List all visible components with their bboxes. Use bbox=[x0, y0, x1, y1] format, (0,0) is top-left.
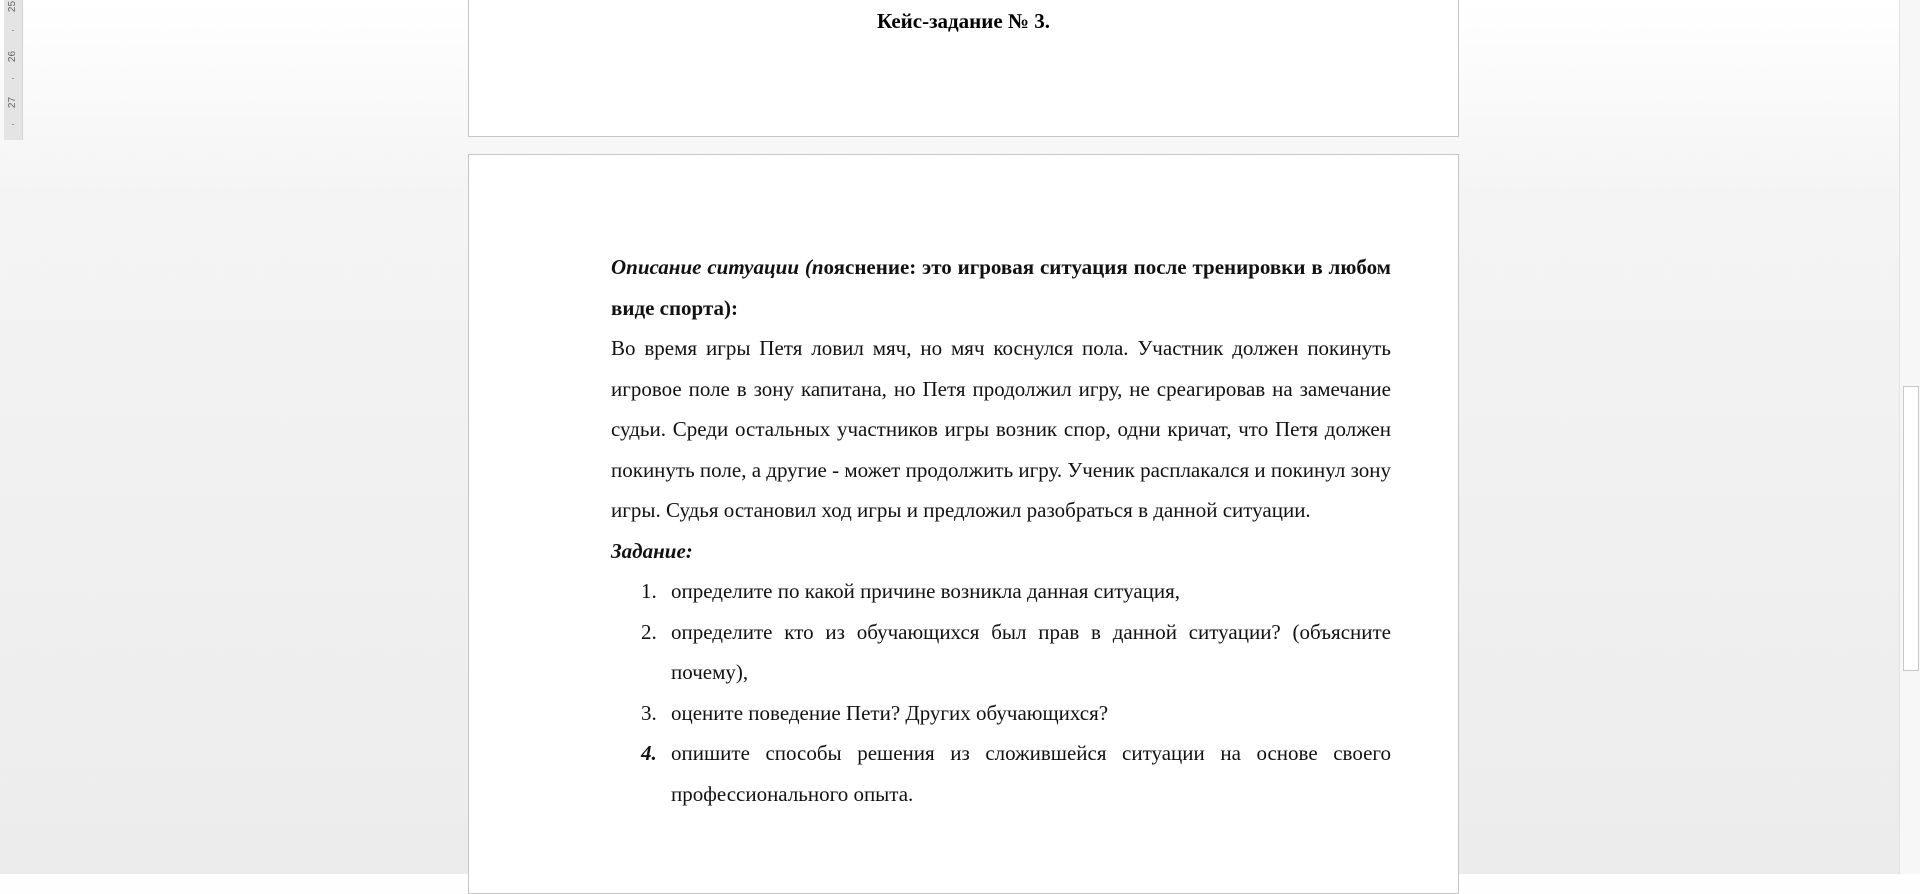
list-item-number: 4. bbox=[641, 741, 657, 765]
list-item-number: 1. bbox=[641, 579, 657, 603]
ruler-tick bbox=[12, 78, 14, 79]
situation-heading-italic: Описание ситуации (п bbox=[611, 255, 824, 279]
vertical-ruler bbox=[4, 0, 23, 140]
situation-body: Во время игры Петя ловил мяч, но мяч коснулся пола. Участник должен покинуть игровое поле в зону капитана, но Петя продолжил игру, не среагировав на замечание судьи. Среди остальных участников игры возник спор, одни кричат, что Петя должен покинуть поле, а другие - может продолжить игру. Ученик расплакался и покинул зону игры. Судья остановил ход игры и предложил разобраться в данной ситуации. bbox=[611, 336, 1391, 522]
task-list bbox=[611, 571, 1391, 814]
ruler-tick bbox=[12, 30, 14, 31]
list-item-number: 3. bbox=[641, 700, 657, 725]
situation-heading bbox=[611, 247, 1391, 328]
ruler-number: 27 bbox=[7, 96, 19, 108]
ruler-number: 25 bbox=[7, 0, 19, 12]
vertical-scrollbar[interactable] bbox=[1899, 0, 1920, 874]
list-item bbox=[611, 571, 1391, 612]
list-item bbox=[611, 612, 1391, 693]
document-page-2[interactable] bbox=[468, 154, 1459, 894]
list-item-text: определите по какой причине возникла данная ситуация, bbox=[671, 579, 1181, 603]
scrollbar-thumb[interactable] bbox=[1903, 386, 1919, 671]
list-item-text: оцените поведение Пети? Других обучающихся? bbox=[671, 700, 1109, 725]
ruler-tick bbox=[12, 124, 14, 125]
case-title: Кейс-задание № 3. bbox=[876, 9, 1051, 33]
list-item bbox=[611, 693, 1391, 734]
ruler-number: 26 bbox=[7, 50, 19, 62]
situation-heading-bold: ояснение: это игровая ситуация после тренировки в любом виде спорта): bbox=[611, 255, 1391, 320]
list-item bbox=[611, 733, 1391, 814]
task-label: Задание: bbox=[611, 538, 693, 563]
page-content bbox=[611, 247, 1391, 814]
list-item-text: опишите способы решения из сложившейся ситуации на основе своего профессионального опыта. bbox=[671, 741, 1391, 806]
list-item-number: 2. bbox=[641, 619, 657, 644]
list-item-text: определите кто из обучающихся был прав в данной ситуации? (объясните почему), bbox=[671, 619, 1391, 684]
document-page-1[interactable] bbox=[468, 0, 1459, 137]
